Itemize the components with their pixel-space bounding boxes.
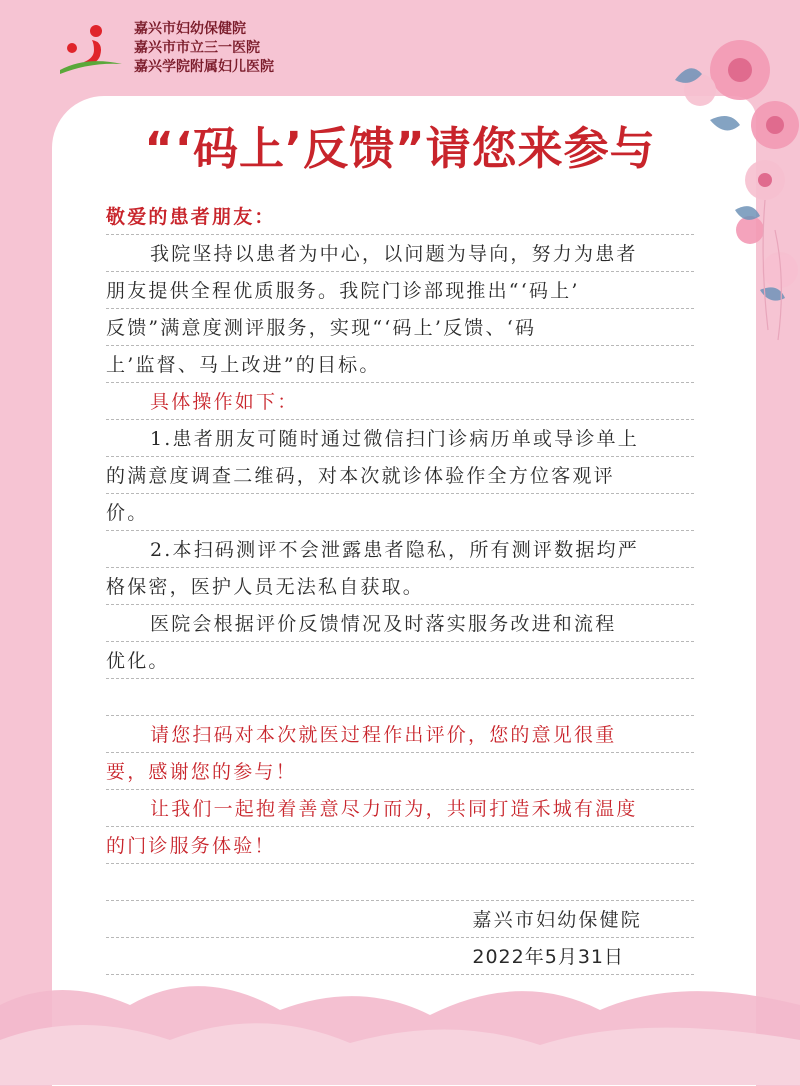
pink-cloud-icon — [0, 935, 800, 1085]
text-line: 价。 — [106, 494, 694, 531]
text-line: 要，感谢您的参与！ — [106, 753, 694, 790]
text-line: 格保密，医护人员无法私自获取。 — [106, 568, 694, 605]
text-line — [106, 679, 694, 716]
text-line: 优化。 — [106, 642, 694, 679]
page-title: “‘码上’反馈”请您来参与 — [144, 122, 656, 175]
text-line: 的满意度调查二维码，对本次就诊体验作全方位客观评 — [106, 457, 694, 494]
text-line: 2.本扫码测评不会泄露患者隐私，所有测评数据均严 — [106, 531, 694, 568]
text-line: 嘉兴市妇幼保健院 — [106, 901, 694, 938]
text-line: 我院坚持以患者为中心，以问题为导向，努力为患者 — [106, 235, 694, 272]
text-line: 具体操作如下： — [106, 383, 694, 420]
hospital-logo-icon — [56, 22, 126, 78]
text-line: 上’监督、马上改进”的目标。 — [106, 346, 694, 383]
text-line: 朋友提供全程优质服务。我院门诊部现推出“‘码上’ — [106, 272, 694, 309]
text-line: 让我们一起抱着善意尽力而为，共同打造禾城有温度 — [106, 790, 694, 827]
org-names — [134, 20, 274, 77]
text-line: 敬爱的患者朋友： — [106, 198, 694, 235]
text-line — [106, 864, 694, 901]
text-line: 1.患者朋友可随时通过微信扫门诊病历单或导诊单上 — [106, 420, 694, 457]
org-name-3: 嘉兴学院附属妇儿医院 — [134, 59, 274, 75]
text-line: 的门诊服务体验！ — [106, 827, 694, 864]
text-line: 医院会根据评价反馈情况及时落实服务改进和流程 — [106, 605, 694, 642]
text-line: 反馈”满意度测评服务，实现“‘码上’反馈、‘码 — [106, 309, 694, 346]
org-name-1: 嘉兴市妇幼保健院 — [134, 21, 246, 37]
text-line: 请您扫码对本次就医过程作出评价，您的意见很重 — [106, 716, 694, 753]
text-line: 2022年5月31日 — [106, 938, 694, 975]
notice-body — [106, 198, 694, 975]
org-name-2: 嘉兴市市立三一医院 — [134, 40, 260, 56]
